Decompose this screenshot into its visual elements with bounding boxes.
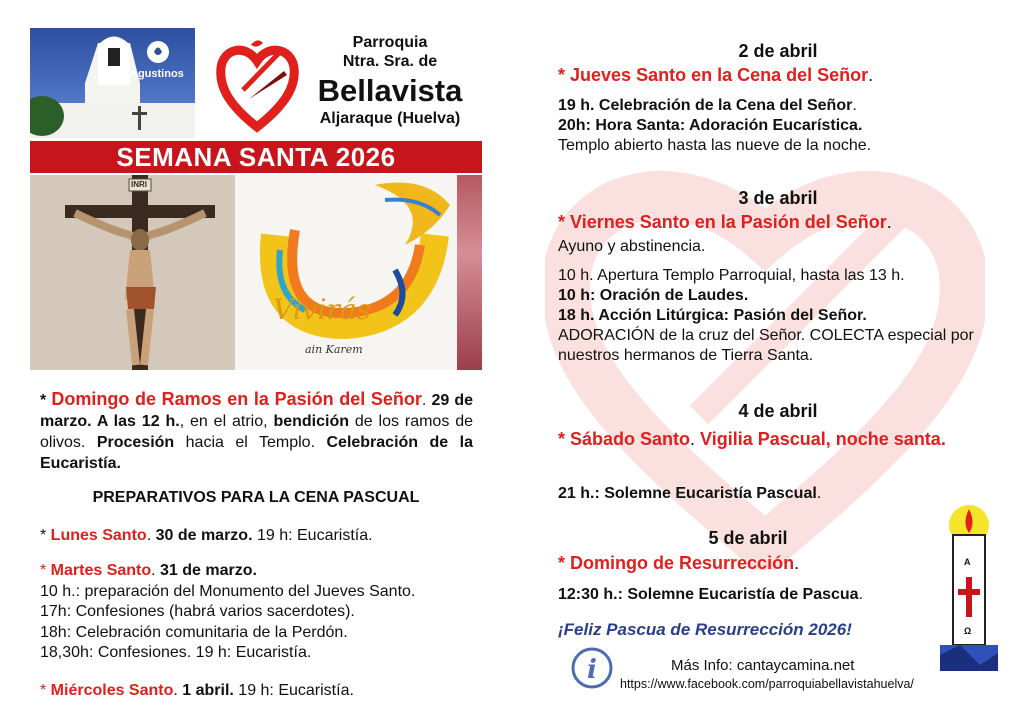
palm-sunday-title: Domingo de Ramos en la Pasión del Señor [51,389,422,409]
wednesday-date: 1 abril. [182,682,234,699]
friday-fasting: Ayuno y abstinencia. [558,238,706,255]
tuesday-entry [40,561,473,664]
bullet: * [40,682,51,699]
period: . [852,97,857,114]
bullet: * [558,553,571,573]
friday-line2: 10 h. Apertura Templo Parroquial, hasta las 13 h. [558,267,905,284]
more-info-label[interactable]: Más Info: cantaycamina.net [671,657,855,674]
sunday-line1: 12:30 h.: Solemne Eucaristía de Pascua [558,586,859,603]
thursday-feast [558,65,873,86]
saturday-feast [558,427,998,451]
bullet: * [40,392,52,409]
crucifix-image [30,175,235,370]
period: . [794,553,800,573]
church-photo [30,28,195,138]
parish-name-block [300,33,480,129]
period: . [173,682,183,699]
thursday-line1: 19 h. Celebración de la Cena del Señor [558,97,853,114]
monday-entry [40,525,473,546]
tuesday-line: 18,30h: Confesiones. 19 h: Eucaristía. [40,644,312,661]
period: . [816,485,822,502]
viviras-artwork [235,175,457,370]
tuesday-title: Martes Santo [50,562,152,579]
parish-title: Bellavista [317,73,463,108]
tuesday-date: 31 de marzo. [160,562,257,579]
svg-text:i: i [587,655,597,685]
omega-symbol: Ω [964,626,972,636]
bullet: * [558,65,571,85]
thursday-line3: Templo abierto hasta las nueve de la noche. [558,137,872,154]
friday-heading: 3 de abril [738,188,818,208]
text: , en el atrio, [179,413,274,430]
friday-schedule [558,266,998,366]
friday-line5: ADORACIÓN de la cruz del Señor. COLECTA especial por nuestros hermanos de Tierra Santa. [558,327,974,364]
period: . [421,392,427,409]
inri-label: INRI [131,180,147,189]
friday-title: Viernes Santo en la Pasión del Señor [570,212,887,232]
paschal-candle-icon [940,505,998,671]
bullet: * [558,212,571,232]
procession-text: Procesión [96,434,175,451]
monday-title: Lunes Santo [50,527,147,544]
agustinos-label: Agustinos [130,68,184,80]
saturday-line1: 21 h.: Solemne Eucaristía Pascual [558,485,817,502]
saturday-heading: 4 de abril [738,401,818,421]
sunday-title: Domingo de Resurrección [570,553,795,573]
thursday-heading: 2 de abril [738,41,818,61]
thursday-line2: 20h: Hora Santa: Adoración Eucarística. [558,117,863,134]
eucharist-text: Celebración de la Eucaristía. [40,434,474,472]
text: hacia el Templo. [174,434,327,451]
sunday-schedule [558,585,998,605]
wednesday-title: Miércoles Santo [50,682,174,699]
period: . [690,429,701,449]
tuesday-line: 17h: Confesiones (habrá varios sacerdotes). [40,603,355,620]
alpha-symbol: Α [964,557,971,567]
period: . [868,65,874,85]
heart-logo-icon [215,35,300,135]
parish-location: Aljaraque (Huelva) [319,110,461,127]
friday-line3: 10 h: Oración de Laudes. [558,287,749,304]
viviras-word: Vivirás [273,293,371,326]
bullet: * [40,562,51,579]
saturday-vigil: Vigilia Pascual, noche santa. [700,429,946,449]
thursday-schedule [558,96,998,156]
saturday-schedule [558,484,998,504]
monday-schedule: 19 h: Eucaristía. [252,527,373,544]
period: . [858,586,864,603]
sunday-feast [558,553,799,574]
period: . [151,562,161,579]
facebook-link[interactable]: https://www.facebook.com/parroquiabellavistahuelva/ [620,677,914,691]
semana-santa-banner: SEMANA SANTA 2026 [30,141,482,173]
friday-line4: 18 h. Acción Litúrgica: Pasión del Señor. [558,307,867,324]
friday-feast [558,212,892,233]
thursday-title: Jueves Santo en la Cena del Señor [570,65,869,85]
tuesday-line: 10 h.: preparación del Monumento del Jueves Santo. [40,582,416,600]
easter-greeting: ¡Feliz Pascua de Resurrección 2026! [558,620,852,639]
parish-line2: Ntra. Sra. de [342,53,438,70]
palm-sunday-entry [40,389,473,474]
palm-sunday-date: 29 de marzo. A las 12 h. [40,392,474,430]
wednesday-entry [40,680,473,701]
period: . [886,212,892,232]
monday-date: 30 de marzo. [155,527,253,544]
saturday-title: Sábado Santo [570,429,691,449]
text: de los ramos de olivos. [40,413,474,451]
bullet: * [40,527,51,544]
sunday-heading: 5 de abril [708,528,788,548]
tuesday-line: 18h: Celebración comunitaria de la Perdón. [40,623,348,641]
bullet: * [558,429,571,449]
parish-line1: Parroquia [352,34,428,51]
wednesday-schedule: 19 h: Eucaristía. [233,682,354,699]
preparations-heading: PREPARATIVOS PARA LA CENA PASCUAL [92,489,420,506]
blessing-text: bendición [273,413,350,430]
period: . [146,527,156,544]
info-icon [571,647,613,689]
viviras-signature: ain Karem [305,343,363,356]
decorative-image-strip [457,175,482,370]
